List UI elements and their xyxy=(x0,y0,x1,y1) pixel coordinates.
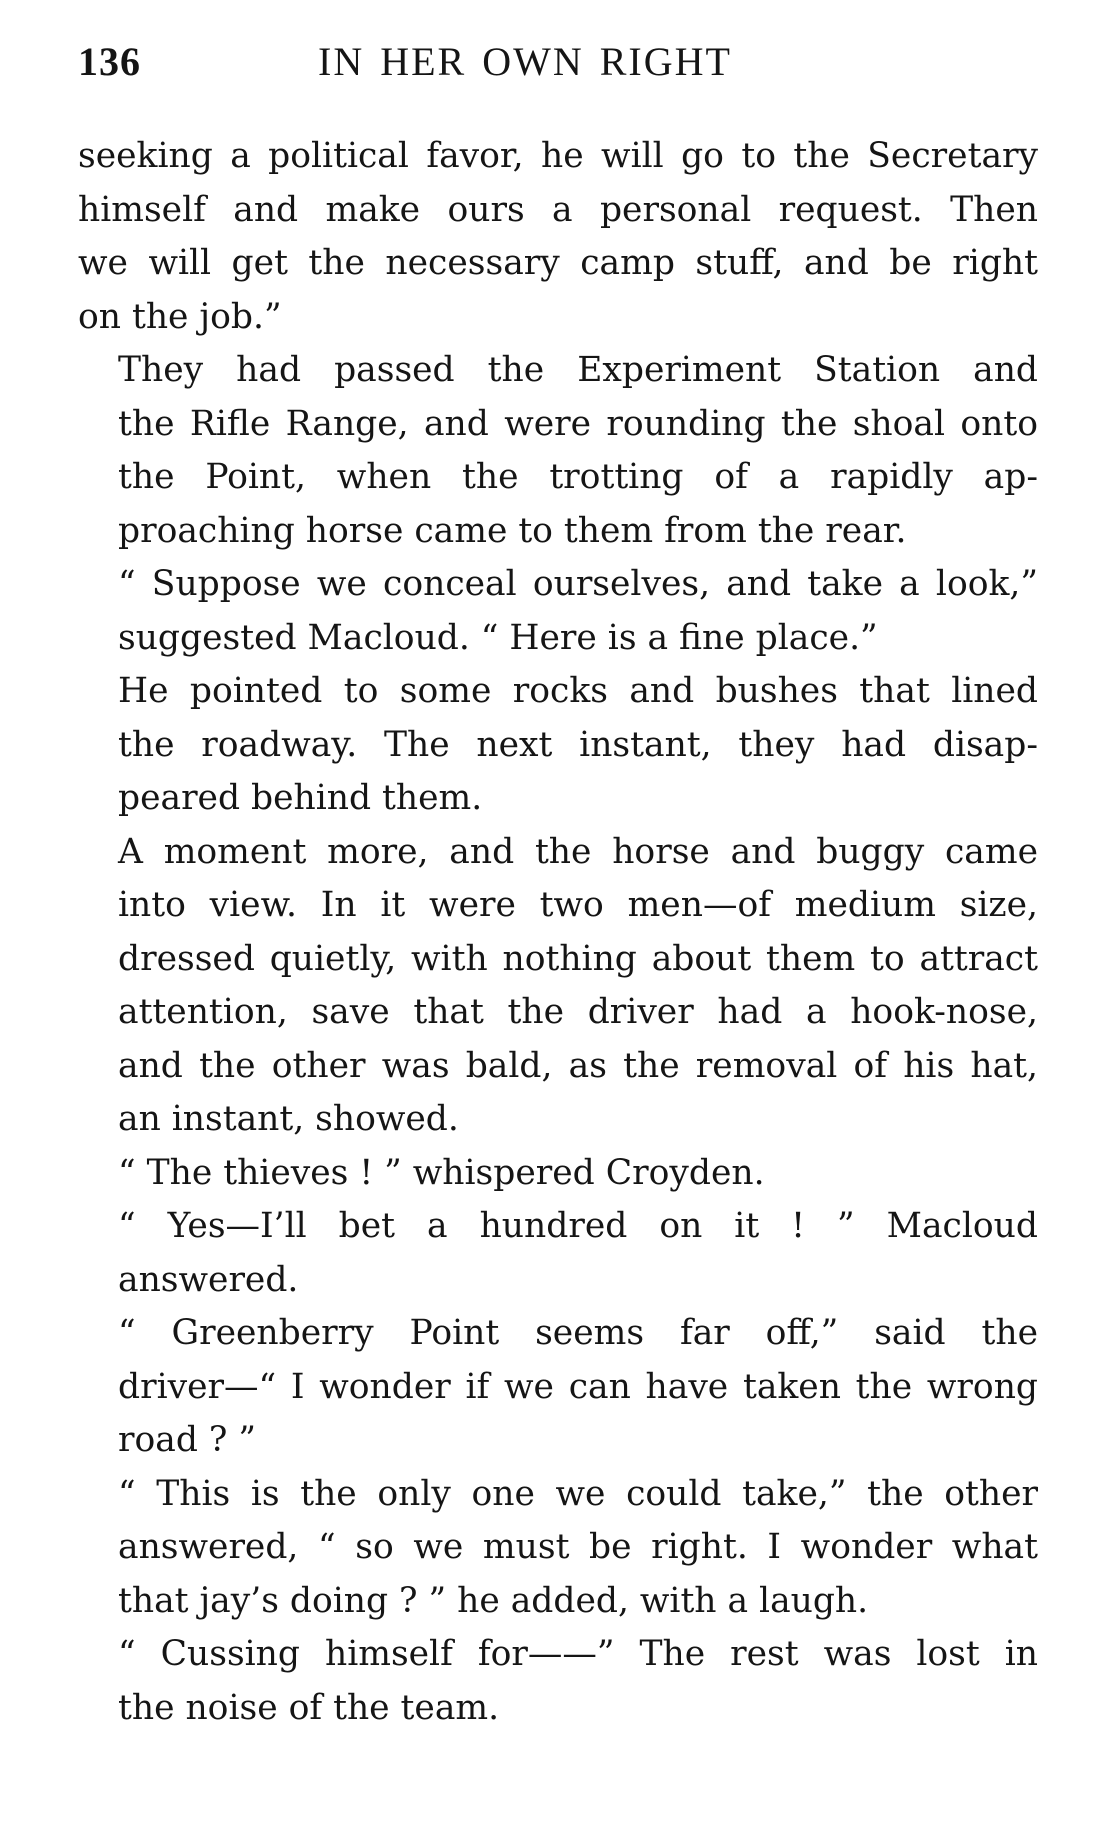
text-line: the Rifle Range, and were rounding the shoal onto xyxy=(118,403,1038,444)
text-line: A moment more, and the horse and buggy came xyxy=(118,831,1038,872)
text-line: an instant, showed. xyxy=(118,1099,459,1139)
paragraph xyxy=(78,1628,1038,1735)
text-line: “ This is the only one we could take,” the other xyxy=(118,1473,1038,1514)
text-line: that jay’s doing ? ” he added, with a laugh. xyxy=(118,1580,869,1621)
text-line: and the other was bald, as the removal of his hat, xyxy=(118,1045,1038,1086)
text-line: driver—“ I wonder if we can have taken the wrong xyxy=(118,1366,1038,1407)
running-title: IN HER OWN RIGHT xyxy=(318,39,732,84)
text-line: into view. In it were two men—of medium size, xyxy=(118,885,1038,925)
text-line: “ Cussing himself for——” The rest was lost in xyxy=(118,1634,1038,1674)
paragraph xyxy=(78,1468,1038,1629)
text-line: on the job.” xyxy=(78,296,282,337)
page-header xyxy=(78,38,1038,98)
text-line: answered. xyxy=(118,1259,299,1300)
text-line: the roadway. The next instant, they had disap- xyxy=(118,724,1038,765)
text-line: He pointed to some rocks and bushes that lined xyxy=(118,671,1038,711)
text-line: proaching horse came to them from the rear. xyxy=(118,510,907,551)
text-line: attention, save that the driver had a hook-nose, xyxy=(118,992,1038,1032)
text-line: dressed quietly, with nothing about them to attract xyxy=(118,938,1038,979)
body-text xyxy=(78,130,1038,1735)
paragraph xyxy=(78,1147,1038,1201)
text-line: we will get the necessary camp stuff, and be right xyxy=(78,243,1038,283)
paragraph xyxy=(78,344,1038,558)
text-line: answered, “ so we must be right. I wonder what xyxy=(118,1527,1038,1567)
paragraph xyxy=(78,1307,1038,1468)
text-line: peared behind them. xyxy=(118,778,483,818)
text-line: road ? ” xyxy=(118,1420,256,1460)
text-line: suggested Macloud. “ Here is a fine place.” xyxy=(118,617,878,658)
text-line: “ The thieves ! ” whispered Croyden. xyxy=(118,1152,765,1193)
text-line: They had passed the Experiment Station and xyxy=(118,350,1038,390)
text-line: himself and make ours a personal request. Then xyxy=(78,189,1038,230)
text-line: the noise of the team. xyxy=(118,1687,500,1728)
text-line: the Point, when the trotting of a rapidly ap- xyxy=(118,457,1038,497)
paragraph xyxy=(78,558,1038,665)
paragraph xyxy=(78,130,1038,344)
page-number: 136 xyxy=(78,39,141,84)
text-line: “ Suppose we conceal ourselves, and take a look,” xyxy=(118,564,1038,604)
paragraph xyxy=(78,665,1038,826)
paragraph xyxy=(78,1200,1038,1307)
paragraph xyxy=(78,826,1038,1147)
text-line: “ Yes—I’ll bet a hundred on it ! ” Macloud xyxy=(118,1206,1038,1246)
text-line: “ Greenberry Point seems far off,” said the xyxy=(118,1313,1038,1353)
text-line: seeking a political favor, he will go to the Secretary xyxy=(78,136,1038,176)
